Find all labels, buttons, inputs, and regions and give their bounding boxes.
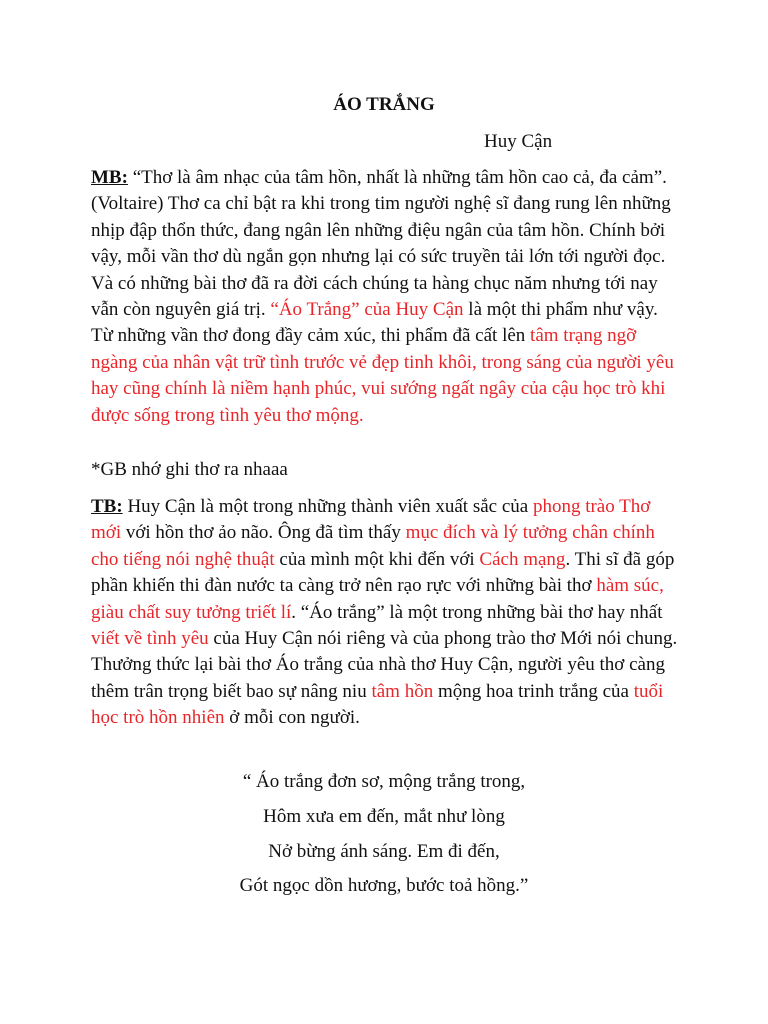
body-highlight-7: tuổi học trò hồn nhiên [91, 680, 664, 729]
body-paragraph [91, 494, 681, 732]
body-text-5: . “Áo trắng” là một trong những bài thơ hay nhất [291, 601, 663, 623]
body-text-6: của Huy Cận nói riêng và của phong trào thơ Mới nói chung. Thưởng thức lại bài thơ Áo trắng của nhà thơ Huy Cận, người yêu thơ càng thêm trân trọng biết bao sự nâng niu [91, 628, 678, 702]
intro-paragraph [91, 165, 681, 429]
body-text-4: . Thi sĩ đã góp phần khiến thi đàn nước ta càng trở nên rạo rực với những bài thơ [91, 548, 675, 597]
poem-excerpt [0, 765, 768, 904]
body-text-2: với hồn thơ ảo não. Ông đã tìm thấy [121, 522, 406, 544]
body-text-8: ở mỗi con người. [224, 707, 360, 729]
intro-highlight-1: “Áo Trắng” của Huy Cận [270, 299, 464, 321]
body-text-3: của mình một khi đến với [274, 548, 480, 570]
body-text-1: Huy Cận là một trong những thành viên xuất sắc của [122, 496, 533, 517]
note-line: *GB nhớ ghi thơ ra nhaaa [91, 459, 288, 480]
intro-text-1: “Thơ là âm nhạc của tâm hồn, nhất là những tâm hồn cao cả, đa cảm”. (Voltaire) Thơ ca chỉ bật ra khi trong tim người nghệ sĩ đang rung lên những nhịp đập thổn thức, đang ngân lên những điệu ngân của tâm hồn. Chính bởi vậy, mỗi vần thơ dù ngắn gọn nhưng lại có sức truyền tải lớn tới người đọc. Và có những bài thơ đã ra đời cách chúng ta hàng chục năm nhưng tới nay vẫn còn nguyên giá trị. [91, 167, 671, 321]
poem-line: Nở bừng ánh sáng. Em đi đến, [268, 840, 500, 862]
body-highlight-1: phong trào Thơ mới [91, 496, 651, 544]
poem-line: Hôm xưa em đến, mắt như lòng [263, 805, 505, 827]
poem-line: Gót ngọc dồn hương, bước toả hồng.” [239, 875, 529, 897]
body-highlight-4: hàm súc, giàu chất suy tưởng triết lí [91, 575, 664, 623]
body-text-7: mộng hoa trinh trắng của [433, 680, 634, 702]
intro-highlight-2: tâm trạng ngỡ ngàng của nhân vật trữ tình trước vẻ đẹp tinh khôi, trong sáng của người yêu hay cũng chính là niềm hạnh phúc, vui sướng ngất ngây của cậu học trò khi được sống trong tình yêu thơ mộng. [91, 325, 674, 426]
poem-author: Huy Cận [484, 131, 553, 152]
intro-text-2: là một thi phẩm như vậy. Từ những vần thơ đong đầy cảm xúc, thi phẩm đã cất lên [91, 299, 658, 347]
body-highlight-5: viết về tình yêu [91, 628, 209, 650]
poem-title: ÁO TRẮNG [333, 94, 435, 115]
poem-line: “ Áo trắng đơn sơ, mộng trắng trong, [242, 771, 526, 792]
body-highlight-2: mục đích và lý tưởng chân chính cho tiếng nói nghệ thuật [91, 522, 655, 570]
body-highlight-3: Cách mạng [479, 548, 566, 570]
body-label: TB: [91, 496, 123, 517]
body-highlight-6: tâm hồn [371, 680, 434, 702]
intro-label: MB: [91, 167, 128, 188]
